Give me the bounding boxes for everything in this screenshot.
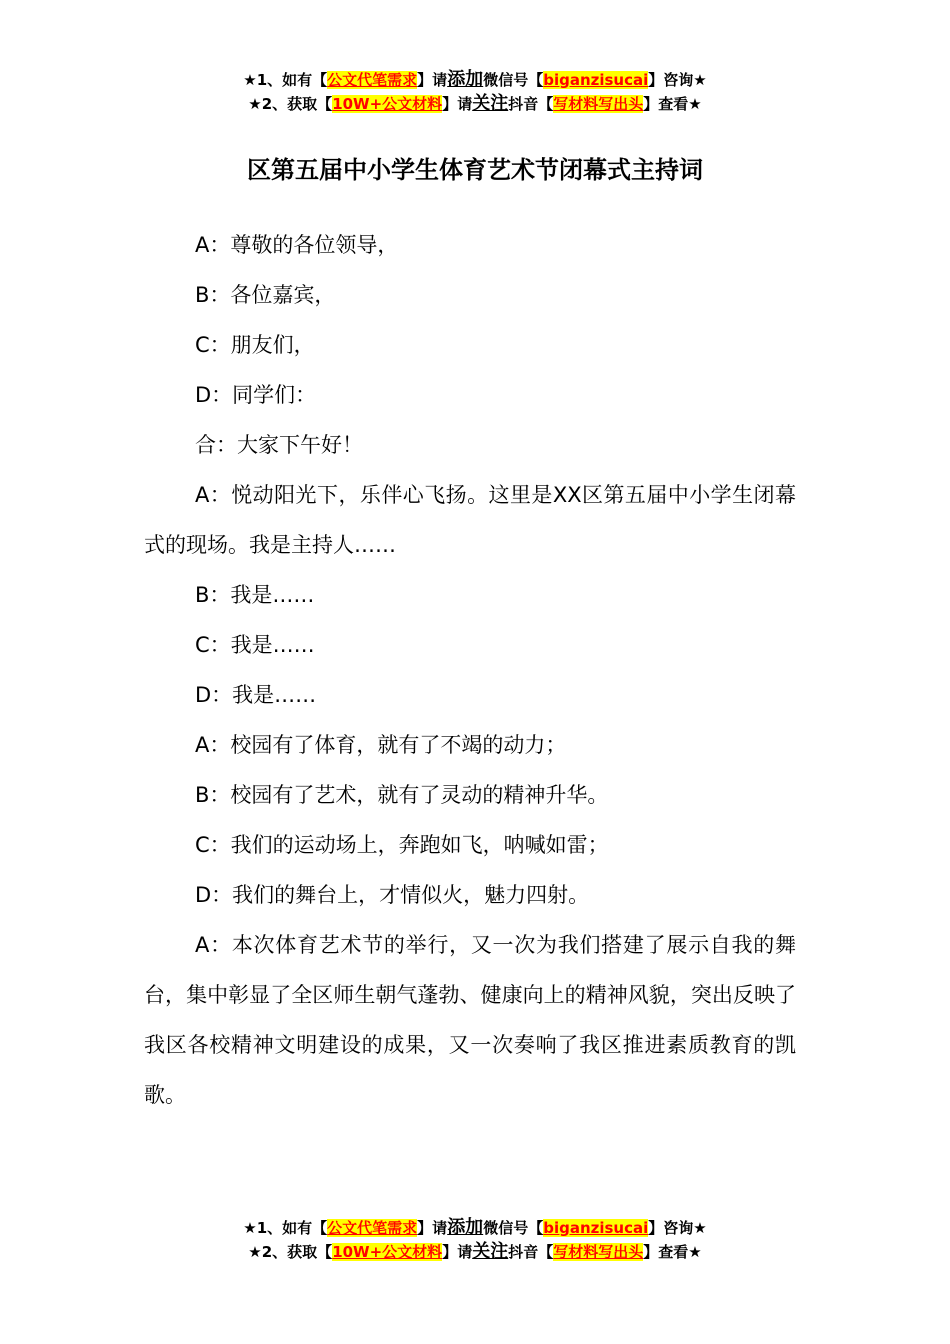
paragraph: B：各位嘉宾， [195, 283, 336, 307]
banner-text: ★2、获取【 [248, 1243, 333, 1261]
header-banner [0, 68, 950, 116]
banner-highlight-ghostwriting: 公文代笔需求 [327, 1219, 418, 1237]
banner-emphasis-add: 添加 [447, 1217, 484, 1238]
banner-text: 微信号【 [483, 1219, 544, 1237]
banner-highlight-douyin-account: 写材料写出头 [553, 1243, 644, 1261]
banner-text: ★1、如有【 [243, 1219, 328, 1237]
paragraph: A：本次体育艺术节的举行，又一次为我们搭建了展示自我的舞台，集中彰显了全区师生朝气蓬勃、健康向上的精神风貌，突出反映了我区各校精神文明建设的成果，又一次奏响了我区推进素质教育的凯歌。 [144, 933, 796, 1107]
banner-emphasis-follow: 关注 [472, 93, 509, 114]
paragraph: 合：大家下午好！ [195, 433, 363, 457]
paragraph: D：同学们： [195, 383, 317, 407]
banner-text: 】查看★ [643, 95, 702, 113]
footer-banner [0, 1216, 950, 1264]
banner-text: 】咨询★ [648, 1219, 707, 1237]
paragraph: D：我们的舞台上，才情似火，魅力四射。 [195, 883, 590, 907]
paragraph: A：校园有了体育，就有了不竭的动力； [195, 733, 567, 757]
banner-highlight-douyin-account: 写材料写出头 [553, 95, 644, 113]
banner-text: 】查看★ [643, 1243, 702, 1261]
banner-text: 】请 [417, 1219, 448, 1237]
banner-highlight-materials: 10W+公文材料 [332, 1243, 443, 1261]
header-banner-line-1 [0, 68, 950, 92]
banner-text: ★1、如有【 [243, 71, 328, 89]
banner-emphasis-follow: 关注 [472, 1241, 509, 1262]
paragraph: C：我们的运动场上，奔跑如飞，呐喊如雷； [195, 833, 609, 857]
banner-highlight-wechat-id: biganzisucai [543, 71, 649, 89]
paragraph: B：我是…… [195, 583, 315, 607]
banner-highlight-ghostwriting: 公文代笔需求 [327, 71, 418, 89]
banner-text: 抖音【 [508, 1243, 554, 1261]
document-body [144, 220, 796, 1120]
paragraph: A：尊敬的各位领导， [195, 233, 399, 257]
banner-text: 】请 [417, 71, 448, 89]
banner-text: 微信号【 [483, 71, 544, 89]
paragraph: B：校园有了艺术，就有了灵动的精神升华。 [195, 783, 609, 807]
banner-text: 】请 [442, 1243, 473, 1261]
footer-banner-line-2 [0, 1240, 950, 1264]
banner-highlight-materials: 10W+公文材料 [332, 95, 443, 113]
paragraph: C：我是…… [195, 633, 315, 657]
banner-text: ★2、获取【 [248, 95, 333, 113]
paragraph: C：朋友们， [195, 333, 315, 357]
document-title: 区第五届中小学生体育艺术节闭幕式主持词 [247, 156, 703, 184]
banner-text: 】请 [442, 95, 473, 113]
paragraph: D：我是…… [195, 683, 317, 707]
banner-text: 】咨询★ [648, 71, 707, 89]
banner-highlight-wechat-id: biganzisucai [543, 1219, 649, 1237]
header-banner-line-2 [0, 92, 950, 116]
banner-text: 抖音【 [508, 95, 554, 113]
footer-banner-line-1 [0, 1216, 950, 1240]
paragraph: A：悦动阳光下，乐伴心飞扬。这里是XX区第五届中小学生闭幕式的现场。我是主持人…… [144, 483, 796, 557]
banner-emphasis-add: 添加 [447, 69, 484, 90]
